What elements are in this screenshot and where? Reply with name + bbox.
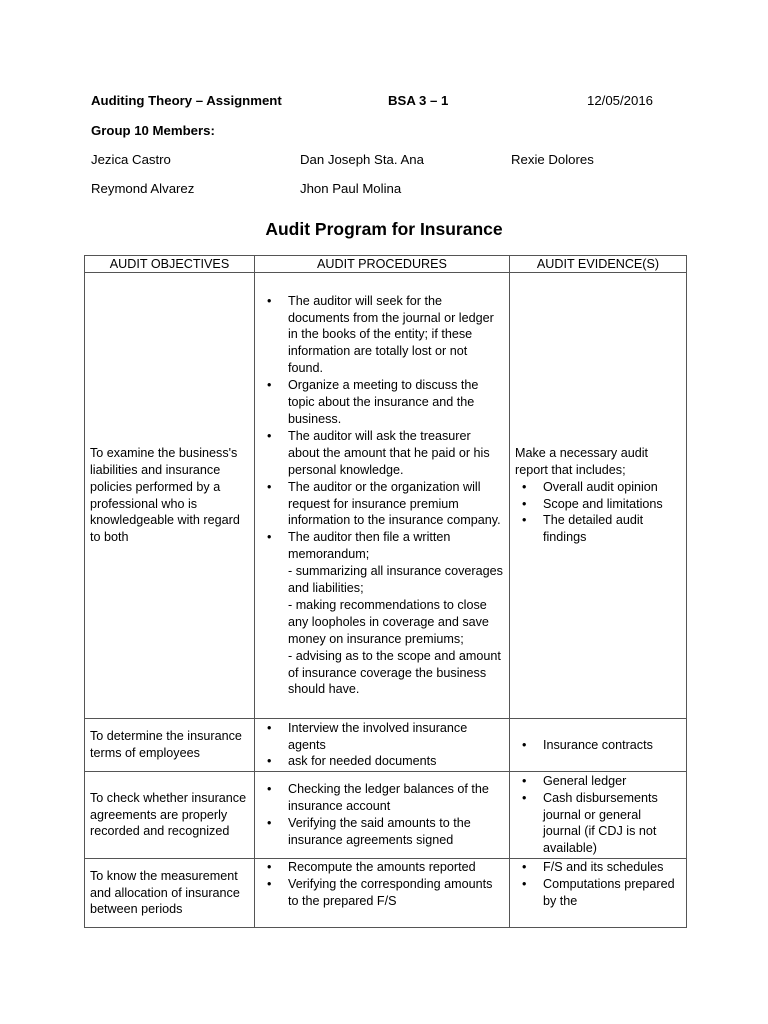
table-row [85, 859, 687, 928]
objective-cell [85, 772, 255, 859]
section-label: BSA 3 – 1 [388, 93, 449, 108]
objective-cell [85, 273, 255, 719]
objective-text: To determine the insurance terms of employees [90, 729, 242, 760]
column-header: AUDIT PROCEDURES [255, 256, 510, 273]
audit-program-table [84, 255, 687, 928]
evidence-item: • The detailed audit findings [515, 512, 681, 546]
member-name: Dan Joseph Sta. Ana [300, 152, 424, 167]
member-name: Jhon Paul Molina [300, 181, 402, 196]
evidence-list [515, 773, 681, 858]
member-name: Jezica Castro [91, 152, 171, 167]
procedures-cell [255, 859, 510, 928]
procedure-item: • Verifying the said amounts to the insurance agreements signed [260, 815, 504, 849]
evidence-item: • Computations prepared by the [515, 876, 681, 910]
table-header-row [85, 256, 687, 273]
course-title: Auditing Theory – Assignment [91, 93, 282, 108]
procedure-list [260, 781, 504, 849]
procedure-item: • Verifying the corresponding amounts to the prepared F/S [260, 876, 504, 910]
procedure-item: • Organize a meeting to discuss the topic about the insurance and the business. [260, 377, 504, 428]
document-title: Audit Program for Insurance [265, 219, 503, 239]
procedure-item: • The auditor will ask the treasurer about the amount that he paid or his personal knowledge. [260, 428, 504, 479]
objective-text: To examine the business's liabilities and insurance policies performed by a professional who is knowledgeable with regard to both [90, 445, 240, 545]
date: 12/05/2016 [587, 93, 654, 108]
procedure-item: • ask for needed documents [260, 753, 504, 770]
procedure-item: • Recompute the amounts reported [260, 859, 504, 876]
evidence-item: • F/S and its schedules [515, 859, 681, 876]
procedure-item: • The auditor will seek for the documents from the journal or ledger in the books of the entity; if these information are totally lost or not found. [260, 293, 504, 378]
evidence-item: • Insurance contracts [515, 737, 681, 754]
table-row [85, 772, 687, 859]
evidence-cell [510, 772, 687, 859]
procedure-list [260, 720, 504, 771]
procedure-item-text: • The auditor then file a written memorandum; [288, 530, 451, 562]
evidence-list [515, 859, 681, 910]
procedure-subitem: - advising as to the scope and amount of insurance coverage the business should have. [288, 648, 501, 697]
procedure-subitem: - making recommendations to close any loopholes in coverage and save money on insurance premiums; [288, 597, 489, 646]
table-row [85, 273, 687, 719]
procedure-list [260, 293, 504, 699]
evidence-item: • Scope and limitations [515, 496, 681, 513]
procedure-item: • Interview the involved insurance agents [260, 720, 504, 754]
evidence-list [515, 737, 681, 754]
procedure-list [260, 859, 504, 910]
group-label: Group 10 Members: [91, 123, 215, 138]
evidence-cell [510, 273, 687, 719]
objective-cell [85, 859, 255, 928]
objective-text: To know the measurement and allocation of insurance between periods [90, 868, 240, 917]
evidence-item: • Cash disbursements journal or general journal (if CDJ is not available) [515, 790, 681, 858]
procedures-cell [255, 772, 510, 859]
evidence-intro: Make a necessary audit report that includes; [515, 445, 649, 477]
procedure-item: • Checking the ledger balances of the insurance account [260, 781, 504, 815]
procedure-subitem: - summarizing all insurance coverages and liabilities; [288, 564, 503, 596]
evidence-cell [510, 719, 687, 772]
procedures-cell [255, 273, 510, 719]
column-header: AUDIT EVIDENCE(S) [510, 256, 687, 273]
objective-cell [85, 719, 255, 772]
evidence-item: • General ledger [515, 773, 681, 790]
evidence-list [515, 479, 681, 547]
procedure-item-with-subitems [260, 529, 504, 698]
procedures-cell [255, 719, 510, 772]
member-name: Reymond Alvarez [91, 181, 195, 196]
procedure-item: • The auditor or the organization will request for insurance premium information to the insurance company. [260, 479, 504, 530]
table-row [85, 719, 687, 772]
column-header: AUDIT OBJECTIVES [85, 256, 255, 273]
evidence-cell [510, 859, 687, 928]
member-name: Rexie Dolores [511, 152, 594, 167]
objective-text: To check whether insurance agreements are properly recorded and recognized [90, 790, 247, 839]
evidence-item: • Overall audit opinion [515, 479, 681, 496]
